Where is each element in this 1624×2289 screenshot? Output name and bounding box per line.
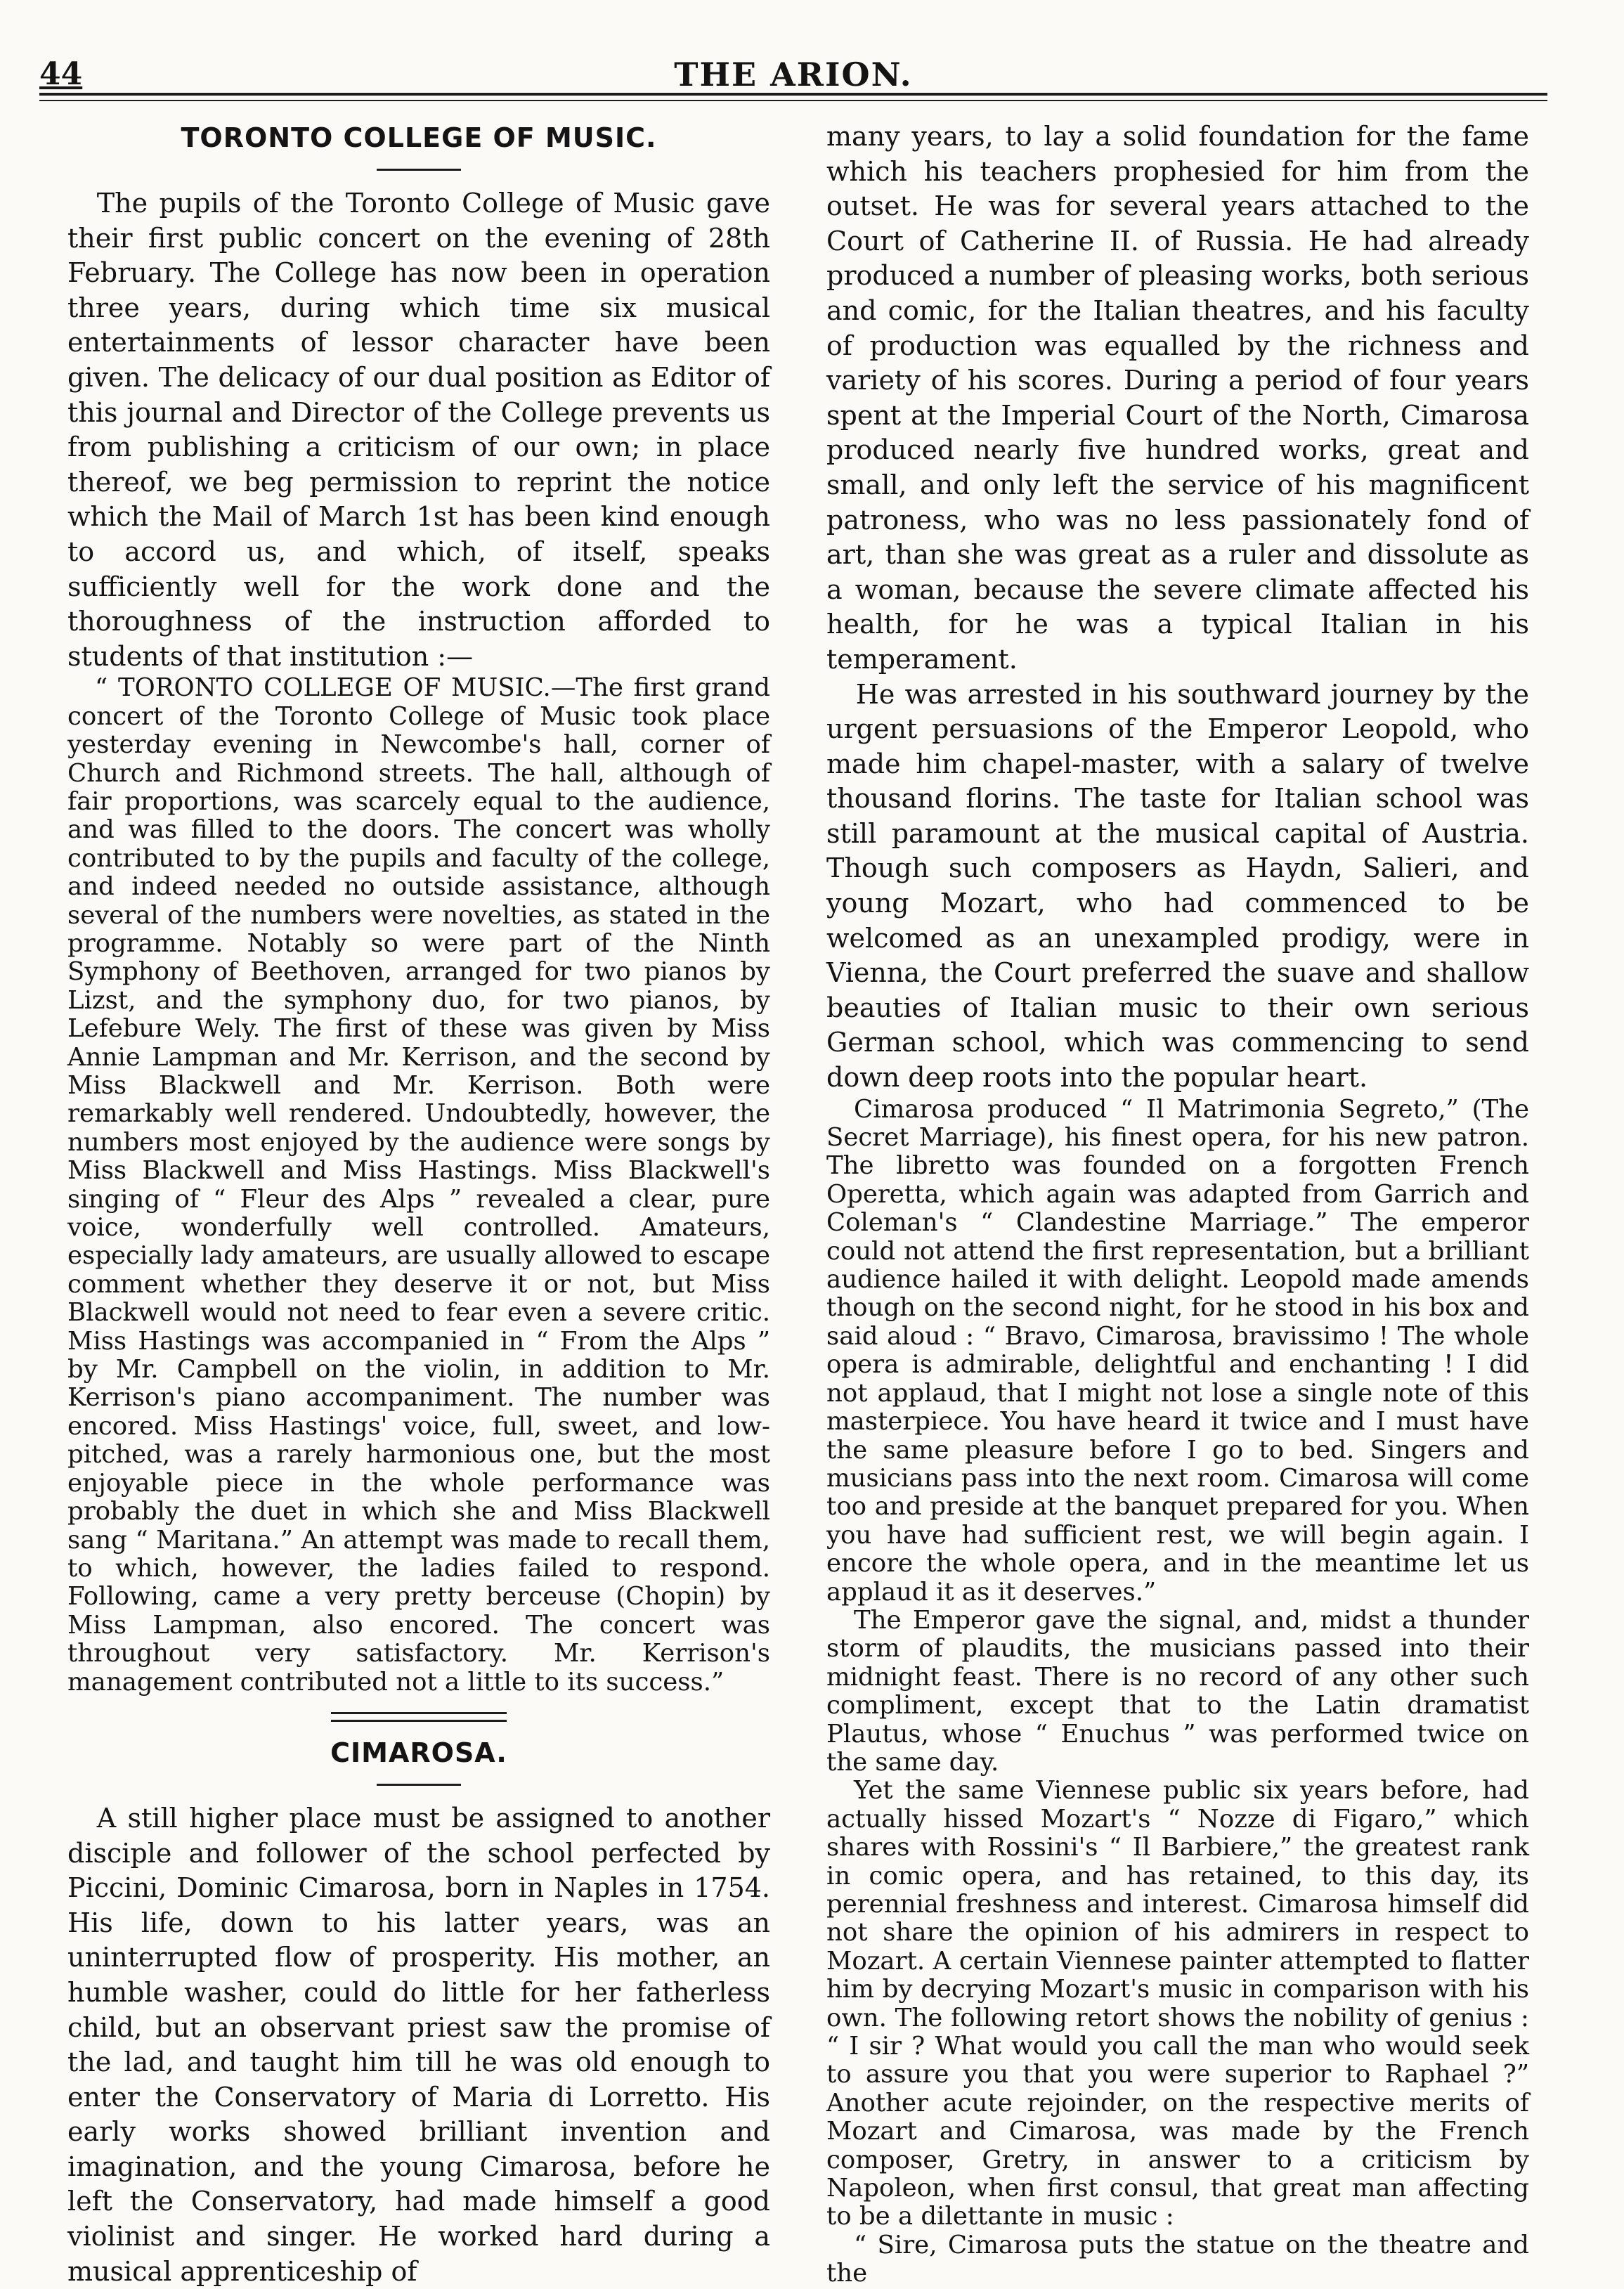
running-title: THE ARION.	[674, 56, 913, 93]
paragraph: The pupils of the Toronto College of Music gave their first public concert on the evening of 28th February. The College has now been in operation three years, during which time six musical entertainments of lessor character have been given. The delicacy of our dual position as Editor of this journal and Director of the College prevents us from publishing a criticism of our own; in place thereof, we beg permission to reprint the notice which the Mail of March 1st has been kind enough to accord us, and which, of itself, speaks sufficiently well for the work done and the thoroughness of the instruction afforded to students of that institution :—	[67, 188, 770, 672]
section-title-cimarosa: CIMAROSA.	[330, 1737, 507, 1768]
title-rule	[377, 169, 461, 171]
header-rule-thin	[39, 100, 1547, 101]
quoted-notice: “ TORONTO COLLEGE OF MUSIC.—The first grand concert of the Toronto College of Music took place yesterday evening in Newcombe's hall, corner of Church and Richmond streets. The hall, although of fair proportions, was scarcely equal to the audience, and was filled to the doors. The concert was wholly contributed to by the pupils and faculty of the college, and indeed needed no outside assistance, although several of the numbers were novelties, as stated in the programme. Notably so were part of the Ninth Symphony of Beethoven, arranged for two pianos by Lizst, and the symphony duo, for two pianos, by Lefebure Wely. The first of these was given by Miss Annie Lampman and Mr. Kerrison, and the second by Miss Blackwell and Mr. Kerrison. Both were remarkably well rendered. Undoubtedly, however, the numbers most enjoyed by the audience were songs by Miss Blackwell and Miss Hastings. Miss Blackwell's singing of “ Fleur des Alps ” revealed a clear, pure voice, wonderfully well controlled. Amateurs, especially lady amateurs, are usually allowed to escape comment whether they deserve it or not, but Miss Blackwell would not need to fear even a severe critic. Miss Hastings was accompanied in “ From the Alps ” by Mr. Campbell on the violin, in addition to Mr. Kerrison's piano accompaniment. The number was encored. Miss Hastings' voice, full, sweet, and low-pitched, was a rarely harmonious one, but the most enjoyable piece in the whole performance was probably the duet in which she and Miss Blackwell sang “ Maritana.” An attempt was made to recall them, to which, however, the ladies failed to respond. Following, came a very pretty berceuse (Chopin) by Miss Lampman, also encored. The concert was throughout very satisfactory. Mr. Kerrison's management contributed not a little to its success.”	[67, 673, 770, 1697]
left-column	[67, 119, 770, 2289]
right-column	[826, 119, 1529, 2288]
header-rule	[39, 93, 1547, 96]
section-divider	[331, 1712, 507, 1722]
paragraph: many years, to lay a solid foundation for the fame which his teachers prophesied for him from the outset. He was for several years attached to the Court of Catherine II. of Russia. He had already produced a number of pleasing works, both serious and comic, for the Italian theatres, and his faculty of production was equalled by the richness and variety of his scores. During a period of four years spent at the Imperial Court of the North, Cimarosa produced nearly five hundred works, great and small, and only left the service of his magnificent patroness, who was no less passionately fond of art, than she was great as a ruler and dissolute as a woman, because the severe climate affected his health, for he was a typical Italian in his temperament.	[826, 121, 1529, 675]
paragraph: “ Sire, Cimarosa puts the statue on the theatre and the	[826, 2230, 1529, 2288]
title-rule	[377, 1784, 461, 1786]
paragraph: Cimarosa produced “ Il Matrimonia Segreto,” (The Secret Marriage), his finest opera, for his new patron. The libretto was founded on a forgotten French Operetta, which again was adapted from Garrich and Coleman's “ Clandestine Marriage.” The emperor could not attend the first representation, but a brilliant audience hailed it with delight. Leopold made amends though on the second night, for he stood in his box and said aloud : “ Bravo, Cimarosa, bravissimo ! The whole opera is admirable, delightful and enchanting ! I did not applaud, that I might not lose a single note of this masterpiece. You have heard it twice and I must have the same pleasure before I go to bed. Singers and musicians pass into the next room. Cimarosa will come too and preside at the banquet prepared for you. When you have had sufficient rest, we will begin again. I encore the whole opera, and in the meantime let us applaud it as it deserves.”	[826, 1094, 1529, 1607]
paragraph: Yet the same Viennese public six years before, had actually hissed Mozart's “ Nozze di Figaro,” which shares with Rossini's “ Il Barbiere,” the greatest rank in comic opera, and has retained, to this day, its perennial freshness and interest. Cimarosa himself did not share the opinion of his admirers in respect to Mozart. A certain Viennese painter attempted to flatter him by decrying Mozart's music in comparison with his own. The following retort shows the nobility of genius : “ I sir ? What would you call the man who would seek to assure you that you were superior to Raphael ?” Another acute rejoinder, on the respective merits of Mozart and Cimarosa, was made by the French composer, Gretry, in answer to a criticism by Napoleon, when first consul, that great man affecting to be a dilettante in music :	[826, 1776, 1529, 2231]
paragraph: The Emperor gave the signal, and, midst a thunder storm of plaudits, the musicians passed into their midnight feast. There is no record of any other such compliment, except that to the Latin dramatist Plautus, whose “ Enuchus ” was performed twice on the same day.	[826, 1605, 1529, 1777]
paragraph: He was arrested in his southward journey by the urgent persuasions of the Emperor Leopold, who made him chapel-master, with a salary of twelve thousand florins. The taste for Italian school was still paramount at the musical capital of Austria. Though such composers as Haydn, Salieri, and young Mozart, who had commenced to be welcomed as an unexampled prodigy, were in Vienna, the Court preferred the suave and shallow beauties of Italian music to their own serious German school, which was commencing to send down deep roots into the popular heart.	[826, 678, 1529, 1094]
section-title-toronto-college: TORONTO COLLEGE OF MUSIC.	[181, 122, 657, 153]
paragraph: A still higher place must be assigned to another disciple and follower of the school perfected by Piccini, Dominic Cimarosa, born in Naples in 1754. His life, down to his latter years, was an uninterrupted flow of prosperity. His mother, an humble washer, could do little for her fatherless child, but an observant priest saw the promise of the lad, and taught him till he was old enough to enter the Conservatory of Maria di Lorretto. His early works showed brilliant invention and imagination, and the young Cimarosa, before he left the Conservatory, had made himself a good violinist and singer. He worked hard during a musical apprenticeship of	[67, 1802, 770, 2287]
page-number: 44	[39, 56, 83, 92]
page-header	[39, 53, 1547, 96]
